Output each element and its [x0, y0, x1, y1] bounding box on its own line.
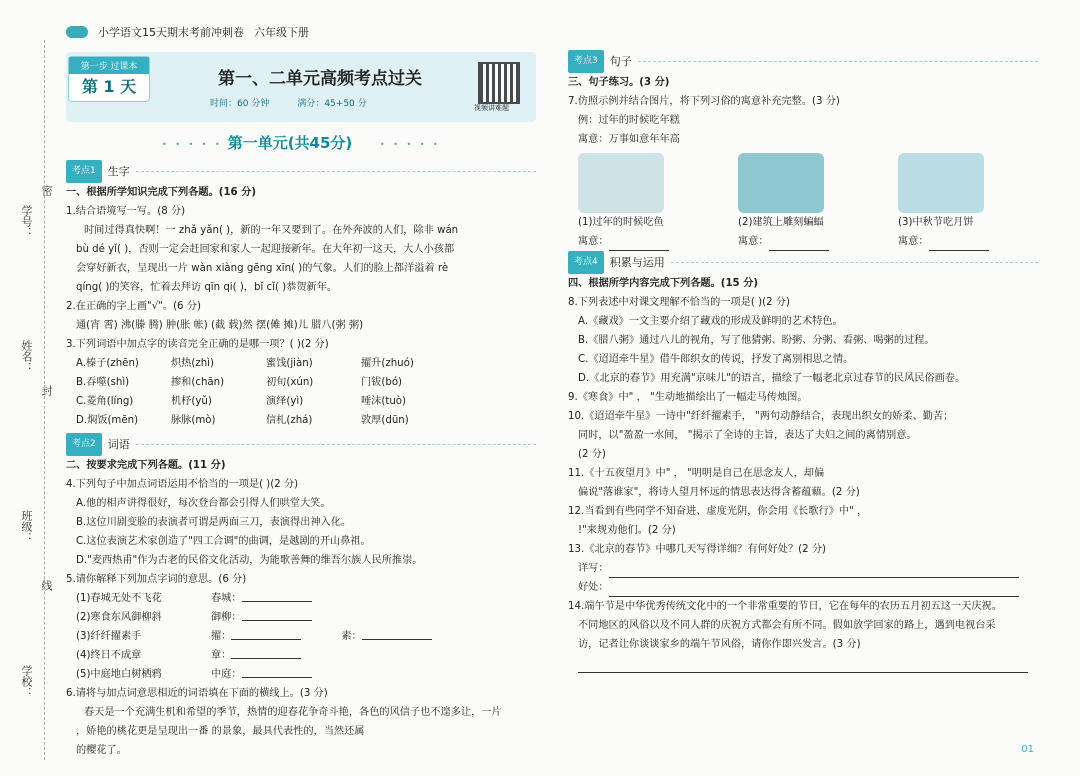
- option-cell: 演绎(yì): [266, 396, 304, 407]
- kaodian-3: [568, 50, 1038, 73]
- picture-caption: (2)建筑上雕刻蝙蝠: [738, 217, 824, 228]
- full-score: 满分：45+50 分: [297, 99, 367, 109]
- page-number: 01: [1021, 744, 1034, 755]
- kaodian-name: 词语: [107, 438, 130, 451]
- right-column: [568, 50, 1038, 673]
- detail-answer: 详写：: [568, 559, 1038, 578]
- benefit-answer: 好处：: [568, 578, 1038, 597]
- answer-lines: [568, 654, 1038, 673]
- passage-line: 时间过得真快啊！一 zhǎ yǎn( )，新的一年又要到了。在外奔波的人们，除非 wán: [84, 225, 459, 236]
- section-heading: 四、根据所学内容完成下列各题。(15 分): [568, 278, 759, 289]
- mooncake-picture: [898, 153, 984, 213]
- q4-option[interactable]: D."麦西热甫"作为古老的民俗文化活动，为能歌善舞的维吾尔族人民所推崇。: [76, 555, 423, 566]
- question-14-line: 不同地区的风俗以及不同人群的庆祝方式都会有所不同。假如放学回家的路上，遇到电视台采: [578, 620, 996, 631]
- picture-meaning: 寓意：: [738, 232, 878, 251]
- picture-caption: (3)中秋节吃月饼: [898, 217, 974, 228]
- question-1: 1.结合语境写一写。(8 分): [66, 206, 186, 217]
- kaodian-tag: 考点4: [568, 251, 604, 274]
- margin-seal-char: 密: [40, 185, 53, 196]
- picture-caption: (1)过年的时候吃鱼: [578, 217, 664, 228]
- option-cell: 脉脉(mò): [171, 415, 216, 426]
- kaodian-name: 生字: [107, 165, 130, 178]
- q4-option[interactable]: A.他的相声讲得很好，每次登台都会引得人们哄堂大笑。: [76, 498, 331, 509]
- option-cell: 擢升(zhuó): [361, 358, 414, 369]
- passage-line: 会穿好新衣，呈现出一片 wàn xiàng gēng xīn( )的气象。人们的脸上都洋溢着 rè: [76, 263, 449, 274]
- kaodian-2: [66, 433, 536, 456]
- question-5: 5.请你解释下列加点字词的意思。(6 分): [66, 574, 247, 585]
- question-13: 13.《北京的春节》中哪几天写得详细？有何好处？(2 分): [568, 544, 826, 555]
- option-cell: 掺和(chān): [171, 377, 225, 388]
- question-4: 4.下列句子中加点词语运用不恰当的一项是( )(2 分): [66, 479, 299, 490]
- passage-line: 春天是一个充满生机和希望的季节，热情的迎春花争奇斗艳，各色的风信子也不遑多让，一片: [84, 707, 502, 718]
- option-cell: A.榛子(zhēn): [76, 358, 139, 369]
- section-heading: 二、按要求完成下列各题。(11 分): [66, 460, 226, 471]
- left-column: [66, 160, 536, 760]
- answer-blank[interactable]: [242, 608, 312, 621]
- binding-margin: [0, 0, 60, 776]
- answer-blank[interactable]: [242, 589, 312, 602]
- passage-line: qíng( )的笑容，忙着去拜访 qīn qi( )，bǐ cǐ( )恭贺新年。: [76, 282, 338, 293]
- q4-option[interactable]: B.这位川剧变脸的表演者可谓是两面三刀，表演得出神入化。: [76, 517, 352, 528]
- question-3: 3.下列词语中加点字的读音完全正确的是哪一项？( )(2 分): [66, 339, 329, 350]
- option-cell: D.焖饭(mēn): [76, 415, 139, 426]
- time-limit: 时间：60 分钟: [210, 99, 270, 109]
- grade-label: 六年级下册: [254, 26, 309, 39]
- fish-picture: [578, 153, 664, 213]
- page-header: [66, 24, 309, 40]
- exam-meta: [210, 96, 367, 109]
- margin-seal-char: 封: [40, 385, 53, 396]
- unit-title: 第一单元(共45分): [227, 134, 353, 152]
- question-10: 10.《迢迢牵牛星》一诗中"纤纤擢素手， "两句动静结合，表现出织女的娇柔、勤苦；: [568, 411, 954, 422]
- series-title: 小学语文15天期末考前冲刺卷: [98, 26, 244, 39]
- qr-code-icon[interactable]: [478, 62, 520, 104]
- margin-label-class: 班级：: [20, 510, 33, 543]
- option-cell: 机杼(yǔ): [171, 396, 212, 407]
- kaodian-name: 句子: [609, 55, 632, 68]
- question-10-line: 同时，以"盈盈一水间， "揭示了全诗的主旨，表达了夫妇之间的离情别意。: [578, 430, 917, 441]
- answer-blank[interactable]: [231, 627, 301, 640]
- margin-label-school: 学校：: [20, 665, 33, 698]
- option-cell: 炽热(zhì): [171, 358, 214, 369]
- answer-blank[interactable]: [362, 627, 432, 640]
- margin-seal-char: 线: [40, 580, 53, 591]
- day-tag: 第一步 过课本: [69, 57, 149, 74]
- option-cell: 唾沫(tuò): [361, 396, 407, 407]
- q8-option[interactable]: C.《迢迢牵牛星》借牛郎织女的传说，抒发了离别相思之情。: [578, 354, 854, 365]
- question-14-line: 访，记者让你谈谈家乡的端午节风俗，请你作即兴发言。(3 分): [578, 639, 861, 650]
- option-cell: 信札(zhá): [266, 415, 313, 426]
- qr-label: 视频讲难题: [474, 104, 509, 112]
- kaodian-1: [66, 160, 536, 183]
- margin-label-student-id: 学号：: [20, 205, 33, 238]
- bat-carving-picture: [738, 153, 824, 213]
- answer-blank[interactable]: [929, 238, 989, 251]
- answer-blank[interactable]: [231, 646, 301, 659]
- option-cell: 敦厚(dūn): [361, 415, 409, 426]
- section-heading: 一、根据所学知识完成下列各题。(16 分): [66, 187, 257, 198]
- kaodian-4: [568, 251, 1038, 274]
- q4-option[interactable]: C.这位表演艺术家创造了"四工合调"的曲调，是越剧的开山鼻祖。: [76, 536, 371, 547]
- answer-blank[interactable]: [242, 665, 312, 678]
- kaodian-tag: 考点2: [66, 433, 102, 456]
- passage-line: 的樱花了。: [76, 745, 127, 756]
- section-heading: 三、句子练习。(3 分): [568, 77, 670, 88]
- q8-option[interactable]: B.《腊八粥》通过八儿的视角，写了他猜粥、盼粥、分粥、看粥、喝粥的过程。: [578, 335, 935, 346]
- question-8: 8.下列表述中对课文理解不恰当的一项是( )(2 分): [568, 297, 790, 308]
- option-cell: C.菱角(líng): [76, 396, 134, 407]
- question-11: 11.《十五夜望月》中" ， "明明是自己在思念友人，却偏: [568, 468, 825, 479]
- option-cell: 蜜饯(jiàn): [266, 358, 313, 369]
- picture-meaning: 寓意：: [578, 232, 718, 251]
- option-cell: 门钹(bó): [361, 377, 403, 388]
- custom-pictures: [578, 153, 1038, 251]
- day-label: 第 1 天: [81, 77, 137, 96]
- option-cell: B.吞噬(shì): [76, 377, 130, 388]
- question-6: 6.请将与加点词意思相近的词语填在下面的横线上。(3 分): [66, 688, 328, 699]
- question-14: 14.端午节是中华优秀传统文化中的一个非常重要的节日，它在每年的农历五月初五这一天庆祝。: [568, 601, 1002, 612]
- q3-options[interactable]: [66, 354, 536, 430]
- question-7: 7.仿照示例并结合图片，将下列习俗的寓意补充完整。(3 分): [568, 96, 840, 107]
- kaodian-name: 积累与运用: [609, 256, 665, 269]
- kaodian-tag: 考点3: [568, 50, 604, 73]
- answer-blank[interactable]: [609, 565, 1019, 578]
- example-line: 例：过年的时候吃年糕: [578, 115, 680, 126]
- answer-blank[interactable]: [578, 660, 1028, 673]
- kaodian-tag: 考点1: [66, 160, 102, 183]
- answer-blank[interactable]: [769, 238, 829, 251]
- q2-choices[interactable]: 通(宵 霄) 沸(滕 腾) 肿(胀 帐) (截 载)然 摆(傩 摊)儿 腊八(粥 粥): [76, 320, 364, 331]
- question-12: 12.当看到有些同学不知奋进、虚度光阴，你会用《长歌行》中" ，: [568, 506, 868, 517]
- answer-blank[interactable]: [609, 238, 669, 251]
- question-2: 2.在正确的字上画"√"。(6 分): [66, 301, 201, 312]
- picture-meaning: 寓意：: [898, 232, 1038, 251]
- binding-line: [44, 40, 45, 760]
- example-line: 寓意：万事如意年年高: [578, 134, 680, 145]
- q8-option[interactable]: A.《藏戏》一文主要介绍了藏戏的形成及鲜明的艺术特色。: [578, 316, 843, 327]
- decor-dots: • • • • •: [380, 140, 441, 149]
- passage-line: ，娇艳的桃花更是呈现出一番 的景象，最具代表性的，当然还属: [76, 726, 365, 737]
- q8-option[interactable]: D.《北京的春节》用充满"京味儿"的语言，描绘了一幅老北京过春节的民风民俗画卷。: [578, 373, 966, 384]
- day-badge: [68, 56, 150, 102]
- passage-line: bù dé yǐ( )，否则一定会赶回家和家人一起迎接新年。在大年初一这天，大人小孩都: [76, 244, 455, 255]
- option-cell: 初旬(xún): [266, 377, 314, 388]
- question-11-line: 偏说"落谁家"，将诗人望月怀远的情思表达得含蓄蕴藉。(2 分): [578, 487, 860, 498]
- page-title: 第一、二单元高频考点过关: [218, 69, 422, 89]
- q5-items: (1)春城无处不飞花 春城： (2)寒食东风御柳斜 御柳： (3)纤纤擢素手 擢： 素： (4)终日不成章 章： (5)中庭地白树栖鸦 中庭：: [66, 589, 536, 684]
- brand-logo-icon: [66, 26, 88, 38]
- question-12-line: !"来规劝他们。(2 分): [578, 525, 676, 536]
- question-9: 9.《寒食》中" ， "生动地描绘出了一幅走马传烛图。: [568, 392, 808, 403]
- answer-blank[interactable]: [609, 584, 1019, 597]
- question-10-score: (2 分): [578, 449, 606, 460]
- margin-label-name: 姓名：: [20, 340, 33, 373]
- decor-dots: • • • • •: [162, 140, 223, 149]
